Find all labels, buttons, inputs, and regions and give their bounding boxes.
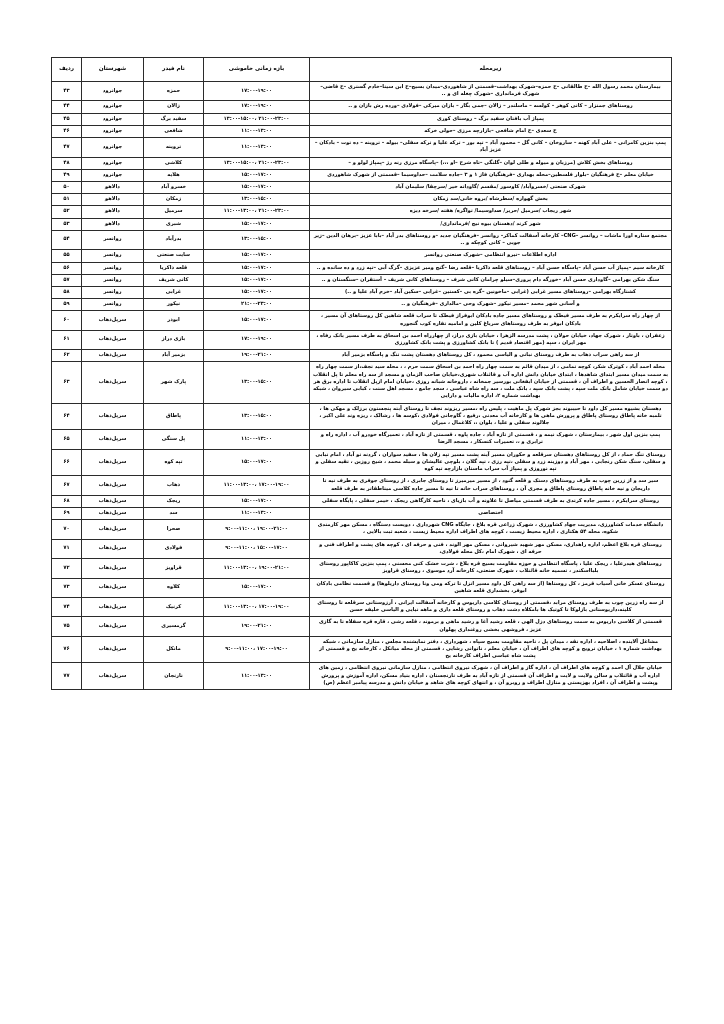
table-row (52, 169, 672, 181)
cell-city: روانسر (82, 274, 144, 286)
cell-feeder: نارنجان (144, 663, 204, 690)
cell-radif: ۶۸ (52, 495, 82, 507)
cell-feeder: غرابی (144, 286, 204, 298)
cell-feeder: نیکور (144, 299, 204, 311)
cell-feeder: شافعی (144, 125, 204, 137)
cell-time: ۱۱:۰۰-۱۳:۰۰، ۱۷:۰۰-۱۹:۰۰ (204, 476, 310, 495)
cell-radif: ۶۳ (52, 362, 82, 403)
cell-area: روستاهای هیدرعلیا ، ریجک علیا ، پاسگاه انتظامی و حوزه مقاومت بسیج قره بلاغ ، شرت خشک کنی محسنی ، پمپ بنزین کاکاپور روستای بلبااسکندر ، تسمیه خانه قائنلاب ، شهرک صنعتی، کارخانه آرد موسوی ، روستای قراویز (310, 559, 672, 578)
cell-area: دهستان بشیوه مسیر کل داود تا حبیبوند بجز شهرک پل ماهیت ، پلیس راه ،مسیر ریزوند نجف تا روستای آبته پنجستون برزلک و مهکی ها ، تلمبه خانه پاطاق روستای پاطاق و پرورش ماهی ها و کارخانه آب معدنی ،رفیع ، گاوجانی فولادی ،کوسه ها ، رشالک ، ریزه وند علی اکبر ، جلالوند سفلی و علیا ، بلوان ،، کلاغمال ، میران (310, 403, 672, 430)
cell-area: سنگ شکن بهرامی –گاوداری حسن آباد –خورگه دام پروری–سیلو چرامان کانی شرف – روستاهای کانی شریف – آستقران –سنگستان و .. (310, 274, 672, 286)
cell-feeder: کرنیک (144, 597, 204, 616)
cell-city: دالاهو (82, 181, 144, 193)
table-row (52, 495, 672, 507)
cell-city: دالاهو (82, 206, 144, 218)
table-row (52, 250, 672, 262)
cell-area: و آسانی شهر محمد –مسیر نیکور –شهرک وحی –مالداری –فرهنگیان و .. (310, 299, 672, 311)
cell-feeder: ذهاب (144, 476, 204, 495)
cell-city: سرپل‌ذهاب (82, 476, 144, 495)
cell-time: ۱۵:۰۰-۱۷:۰۰ (204, 449, 310, 476)
cell-time: ۱۳:۰۰-۱۵:۰۰ (204, 230, 310, 249)
cell-time: ۱۵:۰۰-۱۷:۰۰ (204, 181, 310, 193)
cell-radif: ۶۵ (52, 430, 82, 449)
column-header-city: شهرستان (82, 58, 144, 82)
cell-feeder: پل سنگی (144, 430, 204, 449)
cell-time: ۱۷:۰۰-۱۹:۰۰ (204, 82, 310, 101)
cell-radif: ۵۸ (52, 286, 82, 298)
cell-area: خ سعدی –خ امام شافعی –بازارچه مرزی –حولی خرکه (310, 125, 672, 137)
cell-feeder: ابوذر (144, 311, 204, 330)
cell-time: ۱۵:۰۰-۱۷:۰۰ (204, 274, 310, 286)
cell-area: پمپ بنزین کامرانی – علی آباد کهنه – ساروخان – کانی گل – محمود آباد – تپه بور – ترکه علیا و ترکه سفلی– بیوله – تروینه – ده توت – بادکان –عزیز آباد (310, 138, 672, 157)
cell-time: ۱۱:۰۰-۱۳:۰۰ (204, 507, 310, 519)
cell-city: جوانرود (82, 101, 144, 113)
cell-radif: ۵۰ (52, 181, 82, 193)
cell-radif: ۶۱ (52, 330, 82, 349)
table-row (52, 578, 672, 597)
cell-time: ۱۱:۰۰-۱۳:۰۰، ۱۹:۰۰-۲۱:۰۰ (204, 559, 310, 578)
table-row (52, 181, 672, 193)
cell-radif: ۷۶ (52, 636, 82, 663)
cell-area: پمپاژ آب بافتان سفید برگ – روستای کوری (310, 113, 672, 125)
cell-time: ۱۹:۰۰-۲۱:۰۰ (204, 617, 310, 636)
cell-time: ۱۱:۰۰-۱۳:۰۰، ۲۱:۰۰-۲۳:۰۰ (204, 206, 310, 218)
table-row (52, 113, 672, 125)
cell-area: بخش گهواره /سطرشاه /بروه خانی/سد زمکان (310, 194, 672, 206)
cell-area: دانشگاه خدمات کشاورزی، مدیریت جهاد کشاورزی ، شهرک زراعی قره بلاغ ، جایگاه CNG شهرداری ، دویست دستگاه ، مسکن مهر کارمندی شکوه، محله ۵۴ هکتاری ، اداره محیط زیست ، کوچه های اطراف اداره محیط زیست ، شعبه ثبت بالایی ، (310, 520, 672, 539)
cell-radif: ۶۴ (52, 403, 82, 430)
cell-radif: ۵۴ (52, 230, 82, 249)
cell-city: سرپل‌ذهاب (82, 350, 144, 362)
cell-city: سرپل‌ذهاب (82, 507, 144, 519)
cell-feeder: زمکان (144, 194, 204, 206)
cell-city: سرپل‌ذهاب (82, 520, 144, 539)
cell-area: شهر ریجاب /سرمیل /حریر/ صداوسیما/ تواگره/ هفته /سرخه دیزه (310, 206, 672, 218)
table-row (52, 539, 672, 558)
cell-time: ۱۱:۰۰-۱۳:۰۰، ۱۷:۰۰-۱۹:۰۰ (204, 597, 310, 616)
cell-feeder: تپه کوه (144, 449, 204, 476)
cell-feeder: سفید برگ (144, 113, 204, 125)
cell-feeder: گرمسیری (144, 617, 204, 636)
cell-time: ۱۳:۰۰-۱۵:۰۰ (204, 194, 310, 206)
cell-radif: ۷۴ (52, 597, 82, 616)
cell-area: روستای قره بلاغ اعظم، اداره راهداری، مسکن مهر شهید شیروانی ، مسکن مهر الوند ، فنی و حرفه ای ، کوچه های پشت و اطراف فنی و حرفه ای ، شهرک امام ،کل محله فولادی، (310, 539, 672, 558)
cell-area: مشاغل آلاینده ، اصلاحیه ، اداره نقه ، میدان پل ، ناحیه مقاومت بسیج سپاه ، شهرداری ، دفتر نمایشنده مجلس ، منازل سازمانی ، شبکه بهداشت شماره ۱ ، خیابان ترویج و کوچه های اطراف آن ، خیابان معلم ، ناتوانی رشایی ، قسمتی از محله میانکل ، کارخانه یخ و قسمتی از پشت شاه عباسی اطراف کارخانه یخ (310, 636, 672, 663)
cell-radif: ۶۷ (52, 476, 82, 495)
cell-radif: ۷۰ (52, 520, 82, 539)
cell-feeder: قلعه ذاکریا (144, 262, 204, 274)
cell-city: سرپل‌ذهاب (82, 597, 144, 616)
outage-schedule-table (51, 57, 672, 690)
column-header-radif: ردیف (52, 58, 82, 82)
cell-area: زعفران ، باوتار ، شهرک جهاد، خیابان حولان ، پشت مدرسه الزهرا ، خیابان بازی دراز، از چهارراه احمد بن اسحاق به طرف مسیر بانک رفاه ، مهر ایران ، سپه (مهر اقتصاد قدیم ) تا بانک کشاورزی و پشت بانک کشاورزی (310, 330, 672, 349)
cell-radif: ۴۹ (52, 169, 82, 181)
cell-time: ۱۱:۰۰-۱۳:۰۰ (204, 430, 310, 449)
cell-city: سرپل‌ذهاب (82, 362, 144, 403)
cell-area: خیابان معلم –خ فرهنگیان –بلوار فلسطین–محله بهداری –فرهنگیان فاز ۱ و ۳ –جاده سلامت –حداوسیما –قسمتی از شهرک شاهوردی (310, 169, 672, 181)
cell-time: ۱۵:۰۰-۱۷:۰۰ (204, 218, 310, 230)
cell-time: ۱۹:۰۰-۲۱:۰۰ (204, 350, 310, 362)
cell-area: سیر سد و از زرین چوب به طرف روستاهای دستک و قلعه گنود ، از مسیر میرمیرز تا روستای جابری ، از روستای جوفری به طرف نیه تا داریجان و نیه خانه پاطاق روستای پاطاق و مجری آن ، روستاهای سراب خانه تا نیه تا مسیر جاده کلاسی میناطقاتر به طرف قلعه (310, 476, 672, 495)
cell-feeder: پارک شهر (144, 362, 204, 403)
cell-city: سرپل‌ذهاب (82, 330, 144, 349)
cell-feeder: هلایه (144, 169, 204, 181)
cell-radif: ۷۱ (52, 539, 82, 558)
cell-time: ۱۳:۰۰-۱۵:۰۰ (204, 403, 310, 430)
cell-feeder: بازی دراز (144, 330, 204, 349)
cell-city: سرپل‌ذهاب (82, 559, 144, 578)
cell-time: ۱۱:۰۰-۱۳:۰۰ (204, 663, 310, 690)
cell-feeder: خسرو آباد (144, 181, 204, 193)
column-header-feeder: نام فیدر (144, 58, 204, 82)
cell-time: ۱۵:۰۰-۱۷:۰۰ (204, 311, 310, 330)
cell-radif: ۵۵ (52, 250, 82, 262)
cell-radif: ۶۶ (52, 449, 82, 476)
cell-city: دالاهو (82, 218, 144, 230)
table-header (52, 58, 672, 82)
cell-area: روستاهای جمنزار – کانی کوهر – کولسه – ماسلندر – زالان –جمی بگار – بازان میرکی –فولادی –ورده رش بازان و .. (310, 101, 672, 113)
cell-feeder: شبری (144, 218, 204, 230)
table-header-row (52, 58, 672, 82)
cell-area: از سه راه زرین چوب به طرف روستای مرابد ،قسمتی از روستای کلاسی داریوس و کارخانه آسفالت ایرانی ، آرزوستانی سرقلعه تا روستای کلینه،داریوستانی بازلوکا تا کوتیک ها بامکلاه دشت ذهاب و روستای قلعه داری و ماهه نیایی و الیاسی خلیفه حسن (310, 597, 672, 616)
cell-radif: ۵۹ (52, 299, 82, 311)
cell-radif: ۶۰ (52, 311, 82, 330)
table-row (52, 101, 672, 113)
table-row (52, 476, 672, 495)
cell-time: ۹:۰۰-۱۱:۰۰، ۱۵:۰۰-۱۷:۰۰ (204, 539, 310, 558)
cell-city: جوانرود (82, 125, 144, 137)
table-row (52, 403, 672, 430)
cell-time: ۱۵:۰۰-۱۷:۰۰ (204, 262, 310, 274)
cell-city: روانسر (82, 230, 144, 249)
table-row (52, 449, 672, 476)
cell-city: سرپل‌ذهاب (82, 430, 144, 449)
cell-time: ۱۵:۰۰-۱۷:۰۰ (204, 578, 310, 597)
cell-time: ۱۵:۰۰-۱۷:۰۰ (204, 286, 310, 298)
cell-feeder: حمزه (144, 82, 204, 101)
table-row (52, 362, 672, 403)
cell-city: سرپل‌ذهاب (82, 663, 144, 690)
cell-feeder: کلاوه (144, 578, 204, 597)
cell-area: بیمارستان محمد رسول الله –خ طالقانی –خ حمزه–شهرک بهداشت–قسمتی از شاهوردی–میدان بسیج–خ ابن سینا–خادم گستری –خ قاضی– شهرک فرمانداری –شهرک چغله ای و .. (310, 82, 672, 101)
cell-city: سرپل‌ذهاب (82, 636, 144, 663)
cell-feeder: سایت صنعتی (144, 250, 204, 262)
cell-area: قسمتی از کلاسی داریوس به سمت روستاهای دزل الهی ، قلعه رشید آغا و رشید ماهی و برموند ، قلعه رشی ، قاره قره سفلاه تا به گازی عزیز ، فروشهی بخشی روغنداری پهلوان (310, 617, 672, 636)
cell-area: از چهار راه سرایکرم به طرف مسیر فیطک و روستاهای مسیر جاده بادکان ابوفراز فیطک تا سراب قلعه شاهین کل روستاهای آن مسیر ، بادکان ابوفر به طرف روستاهای سرباغ کلین و امامیه تفاره کوب گنجوره (310, 311, 672, 330)
cell-area: روستای سرایکرم ، مسیر جاده کرندی به طرف قسمتی میاصل تا علاونه و آب بازیای ، ناحیه کارگاهی ریجک ، خیمر سفلی ، پایگاه سفلی (310, 495, 672, 507)
table-body (52, 82, 672, 690)
cell-city: سرپل‌ذهاب (82, 449, 144, 476)
cell-time: ۱۵:۰۰-۱۷:۰۰ (204, 169, 310, 181)
cell-area: پمپ بنزین اول شهر ، بیمارستان ، شهرک نیمه و ، قسمتی از تازه آباد ، جاده پاوه ، قسمتی از تازه آباد ، تعمیرگاه خودرو آب ، اداره راه و ترابری و ،، تعمیرات کنسکار ، مسجد الرضا (310, 430, 672, 449)
cell-radif: ۵۲ (52, 206, 82, 218)
cell-time: ۱۷:۰۰-۱۹:۰۰ (204, 330, 310, 349)
cell-city: سرپل‌ذهاب (82, 311, 144, 330)
cell-city: سرپل‌ذهاب (82, 617, 144, 636)
cell-feeder: مانکل (144, 636, 204, 663)
cell-time: ۱۱:۰۰-۱۳:۰۰ (204, 125, 310, 137)
table-row (52, 138, 672, 157)
cell-radif: ۵۳ (52, 218, 82, 230)
cell-radif: ۶۲ (52, 350, 82, 362)
cell-radif: ۵۷ (52, 274, 82, 286)
table-row (52, 350, 672, 362)
cell-radif: ۶۹ (52, 507, 82, 519)
cell-city: دالاهو (82, 194, 144, 206)
cell-area: خیابان جلال آل احمد و کوچه های اطراف آن ، اداره گاز و اطراف آن ، شهرک نیروی انتظامی ، منازل سازمانی نیروی انتظامی ، زمین های اداره آب و قائنلاب و سالن ولایت و لایت و اطراف آن قسمتی از تازه آباد به طرف نارنجستان ، اداره بنیاد مسکن، اداره آموزش و پرورش وپشت و اطراف آن ، افراد بهزیستی و منازل اطراف و روبرو آن ، و انتهای کوچه های شاهد و خیابان دانش و مدرسه پیامبر اعظم (ص) (310, 663, 672, 690)
cell-city: سرپل‌ذهاب (82, 403, 144, 430)
table-row (52, 597, 672, 616)
cell-radif: ۴۸ (52, 157, 82, 169)
cell-city: جوانرود (82, 138, 144, 157)
cell-city: جوانرود (82, 157, 144, 169)
table-row (52, 330, 672, 349)
cell-feeder: کلاشی (144, 157, 204, 169)
cell-radif: ۷۳ (52, 578, 82, 597)
cell-time: ۱۷:۰۰-۱۹:۰۰ (204, 101, 310, 113)
table-row (52, 82, 672, 101)
cell-feeder: پاطاق (144, 403, 204, 430)
table-row (52, 125, 672, 137)
cell-radif: ۴۵ (52, 113, 82, 125)
cell-radif: ۵۱ (52, 194, 82, 206)
table-row (52, 617, 672, 636)
cell-area: محله احمد آباد ، کوثرک شکر، کوچه تمامی ، از میدان قائم به سمت چهار راه احمد بن اسحاق سمت حرم ، ، محله سید نجف،از سمت چهار راه به سمت میدان مسیر ابتدای شاهدها ، ابتدای خیابان دانش اداره آب و قائنلاب شهری،خیابان صاحب الزمان و مسجد از سه راه معلم تا پل انقلاب ، کوچه انصار الحسین و اطراف آن ، قسمتی از خیابان ابفغانی بورسیر جمخانه ، داروخانه شبانه روزی ،خیابان امام ازپل انقلاب تا اداره برق هر دو سمت خیابان شامل بانک ملت سپه ، پشت بانک سپه ، بانک ملت ، سه راه شاه عباسی ، سجد جامع ، مسجد اهل سنت ، کبابی سیروان ، شبکه بهداشت شماره ۲، اداره مالیات و دارایی (310, 362, 672, 403)
cell-feeder: سرمیل (144, 206, 204, 218)
table-row (52, 663, 672, 690)
cell-time: ۹:۰۰-۱۱:۰۰، ۱۷:۰۰-۱۹:۰۰ (204, 636, 310, 663)
cell-area: از سه راهی سراب ذهاب به طرف روستای نبانی و الیاسی محمود ، کل روستاهای دهستان پشت تنگ و پاسگاه بزمیر آباد (310, 350, 672, 362)
column-header-time: بازه زمانی خاموشی (204, 58, 310, 82)
cell-area: اداره اطلاعات –نیرو انتظامی –شهرک صنعتی روانسر (310, 250, 672, 262)
table-row (52, 194, 672, 206)
cell-city: سرپل‌ذهاب (82, 539, 144, 558)
cell-time: ۱۳:۰۰-۱۵:۰۰، ۲۱:۰۰-۲۳:۰۰ (204, 113, 310, 125)
cell-city: جوانرود (82, 113, 144, 125)
cell-feeder: بزمیر آباد (144, 350, 204, 362)
table-row (52, 559, 672, 578)
cell-area: شهر کرند /دهستان بیوه نیج /فرمانداری/ (310, 218, 672, 230)
cell-time: ۱۱:۰۰-۱۳:۰۰ (204, 138, 310, 157)
table-row (52, 311, 672, 330)
cell-time: ۱۳:۰۰-۱۵:۰۰ (204, 362, 310, 403)
cell-time: ۱۵:۰۰-۱۷:۰۰ (204, 495, 310, 507)
table-row (52, 230, 672, 249)
cell-radif: ۴۴ (52, 101, 82, 113)
cell-area: اختصاصی (310, 507, 672, 519)
cell-area: شهرک صنعتی /خسروآباد/ کاوسور /مقسم /گاودانه خیر /سرچقا/ سلیمان آباد (310, 181, 672, 193)
cell-feeder: سد (144, 507, 204, 519)
cell-feeder: کانی شریف (144, 274, 204, 286)
table-row (52, 274, 672, 286)
table-row (52, 520, 672, 539)
cell-city: روانسر (82, 262, 144, 274)
cell-area: کشتارگاه بهرامی –روستاهای مسیر غرابی (غرابی –ماخونین –گره بی –کستین –غرابی –سکین آباد –خرم آباد علیا و ..) (310, 286, 672, 298)
table-row (52, 507, 672, 519)
cell-area: روستای عسکر خانی آسیاب قرمز ، کل روستاها (از سه راهی کل داود مسیر انزل تا ترکه ومی ونا روستای داریلوها) و قسمت نظامی بادکان ابوفر، بخشداری قلعه شاهین (310, 578, 672, 597)
cell-radif: ۴۷ (52, 138, 82, 157)
cell-feeder: زالان (144, 101, 204, 113)
cell-time: ۱۵:۰۰-۱۷:۰۰ (204, 250, 310, 262)
cell-area: روستاهای بخش کلاش (مرزبان و میوله و طلی لوان –گلنگی –تاه شرح –او ،،،) –پاسگاه مرزی رنه رژ –پمپاژ لولو و – (310, 157, 672, 169)
cell-feeder: فولادی (144, 539, 204, 558)
cell-radif: ۷۲ (52, 559, 82, 578)
cell-time: ۱۳:۰۰-۱۵:۰۰، ۲۱:۰۰-۲۳:۰۰ (204, 157, 310, 169)
cell-city: روانسر (82, 286, 144, 298)
table-row (52, 157, 672, 169)
table-row (52, 218, 672, 230)
cell-feeder: ریجک (144, 495, 204, 507)
column-header-area: زیرمحله (310, 58, 672, 82)
table-row (52, 636, 672, 663)
cell-area: روستای تنگ حماد ، از کل روستاهای دهستان سرقلعه و حکوران مسیر آینه پشت مسیر تپه زلان ها ، سفید سواران ، گردنه تو آباد ، امام نبابی و سفلی، سنگ شکن رنجابی ، مهر آباد و دوزینه زرد و سفلی ،تپه رزی ، تپه گلان ، بلوچی عالیشان و سبله محمد ، شیخ روزین ، تقیه سفلی و تپه نوروزی و پمپاژ آب سراب ماستان بازارچه تپه کوه (310, 449, 672, 476)
cell-radif: ۴۶ (52, 125, 82, 137)
cell-feeder: صحرا (144, 520, 204, 539)
table-row (52, 206, 672, 218)
cell-feeder: تروینه (144, 138, 204, 157)
table-row (52, 299, 672, 311)
table-row (52, 286, 672, 298)
cell-radif: ۷۷ (52, 663, 82, 690)
cell-city: سرپل‌ذهاب (82, 578, 144, 597)
table-row (52, 430, 672, 449)
cell-area: کارخانه سیم –پمپاژ آب حسن آباد –پاسگاه حسن آباد – روستاهای قلعه ذاکریا –قلعه رضا –گنج ومیر عزیزی –گرگ آبی –تپه زرد و ده سانده و .. (310, 262, 672, 274)
cell-radif: ۷۵ (52, 617, 82, 636)
cell-feeder: قراویز (144, 559, 204, 578)
cell-radif: ۴۳ (52, 82, 82, 101)
cell-city: روانسر (82, 299, 144, 311)
cell-time: ۹:۰۰-۱۱:۰۰، ۱۹:۰۰-۲۱:۰۰ (204, 520, 310, 539)
cell-city: روانسر (82, 250, 144, 262)
cell-city: سرپل‌ذهاب (82, 495, 144, 507)
cell-city: جوانرود (82, 169, 144, 181)
cell-area: مجتمع ستاره اورا ماشات – روانسر –CNG– کارخانه آسفالت کماکر– روانسر –فرهنگیان جدید –و روستاهای بدر آباد –بابا عزیز –برهان الدین –زیر جوبی – کانی کوچکه و .. (310, 230, 672, 249)
cell-radif: ۵۶ (52, 262, 82, 274)
cell-city: جوانرود (82, 82, 144, 101)
cell-time: ۲۱:۰۰-۲۳:۰۰ (204, 299, 310, 311)
cell-feeder: بدرآباد (144, 230, 204, 249)
table-row (52, 262, 672, 274)
